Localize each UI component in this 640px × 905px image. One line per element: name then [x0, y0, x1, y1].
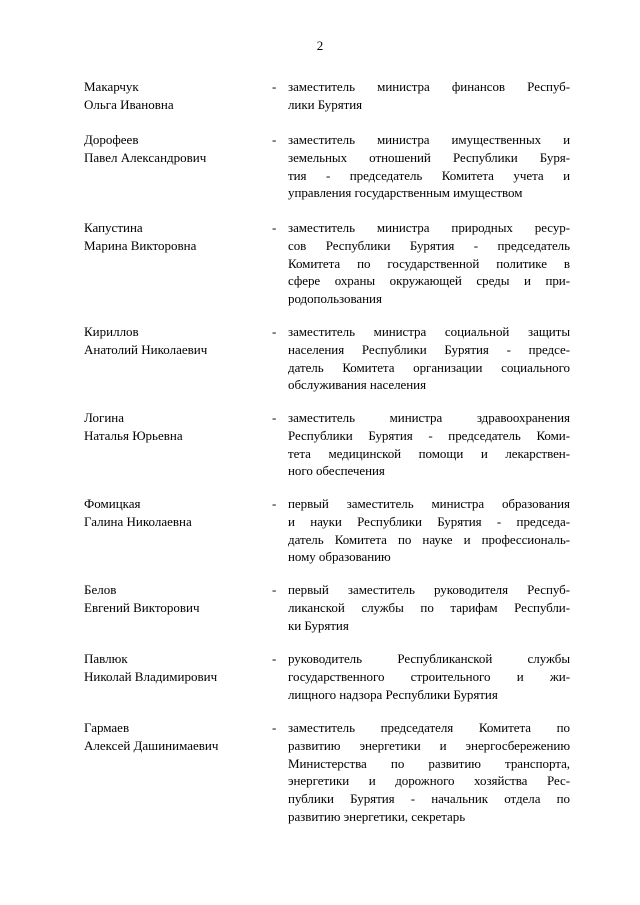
position-line: публики Бурятия - начальник отдела по: [288, 791, 570, 807]
member-position: [288, 78, 570, 114]
member-surname: Фомицкая: [84, 496, 141, 511]
member-given-names: Галина Николаевна: [84, 513, 192, 529]
member-position: [288, 719, 570, 826]
member-name: [84, 495, 264, 531]
entry-dash: -: [272, 132, 277, 147]
position-line: управления государственным имуществом: [288, 185, 523, 201]
position-line: заместитель министра социальной защиты: [288, 324, 570, 339]
member-given-names: Николай Владимирович: [84, 668, 218, 684]
entry-dash: -: [272, 496, 277, 511]
position-line: тия - председатель Комитета учета и: [288, 167, 570, 183]
position-line: населения Республики Бурятия - предсе-: [288, 341, 570, 357]
position-line: развитию энергетики, секретарь: [288, 808, 466, 824]
position-line: заместитель председателя Комитета по: [288, 720, 570, 735]
member-surname: Капустина: [84, 220, 143, 235]
position-line: первый заместитель руководителя Респуб-: [288, 582, 570, 597]
member-given-names: Павел Александрович: [84, 149, 207, 165]
position-line: заместитель министра финансов Респуб-: [288, 79, 570, 94]
position-line: Республики Бурятия - председатель Коми-: [288, 427, 570, 443]
member-name: [84, 219, 264, 255]
member-given-names: Марина Викторовна: [84, 237, 197, 253]
member-position: [288, 131, 570, 202]
position-line: заместитель министра здравоохранения: [288, 410, 570, 425]
member-surname: Макарчук: [84, 79, 139, 94]
position-line: родопользования: [288, 291, 382, 307]
position-line: государственного строительного и жи-: [288, 668, 570, 684]
position-line: ного обеспечения: [288, 463, 385, 479]
position-line: развитию энергетики и энергосбережению: [288, 737, 570, 753]
position-line: ки Бурятия: [288, 617, 349, 633]
member-name: [84, 650, 264, 686]
entry-dash: -: [272, 582, 277, 597]
position-line: сов Республики Бурятия - председатель: [288, 237, 570, 253]
member-position: [288, 323, 570, 394]
member-position: [288, 409, 570, 480]
position-line: обслуживания населения: [288, 377, 426, 393]
member-name: [84, 78, 264, 114]
member-position: [288, 495, 570, 566]
member-surname: Гармаев: [84, 720, 130, 735]
member-position: [288, 219, 570, 308]
member-surname: Павлюк: [84, 651, 128, 666]
member-surname: Логина: [84, 410, 125, 425]
member-name: [84, 323, 264, 359]
position-line: и науки Республики Бурятия - председа-: [288, 513, 570, 529]
entry-dash: -: [272, 79, 277, 94]
entry-dash: -: [272, 720, 277, 735]
member-surname: Кириллов: [84, 324, 139, 339]
position-line: руководитель Республиканской службы: [288, 651, 570, 666]
member-name: [84, 581, 264, 617]
position-line: Министерства по развитию транспорта,: [288, 755, 570, 771]
position-line: лищного надзора Республики Бурятия: [288, 686, 498, 702]
position-line: заместитель министра природных ресур-: [288, 220, 570, 235]
member-surname: Белов: [84, 582, 117, 597]
member-position: [288, 650, 570, 703]
position-line: датель Комитета по науке и профессиональ-: [288, 531, 570, 547]
member-given-names: Анатолий Николаевич: [84, 341, 208, 357]
position-line: лики Бурятия: [288, 96, 363, 112]
member-given-names: Ольга Ивановна: [84, 96, 174, 112]
member-given-names: Наталья Юрьевна: [84, 427, 183, 443]
position-line: тета медицинской помощи и лекарствен-: [288, 445, 570, 461]
position-line: сфере охраны окружающей среды и при-: [288, 273, 570, 289]
position-line: датель Комитета организации социального: [288, 359, 570, 375]
position-line: ликанской службы по тарифам Республи-: [288, 599, 570, 615]
position-line: ному образованию: [288, 549, 391, 565]
member-given-names: Евгений Викторович: [84, 599, 200, 615]
member-name: [84, 131, 264, 167]
page-number: 2: [316, 38, 324, 53]
position-line: энергетики и дорожного хозяйства Рес-: [288, 773, 570, 789]
entry-dash: -: [272, 220, 277, 235]
entry-dash: -: [272, 324, 277, 339]
member-given-names: Алексей Дашинимаевич: [84, 737, 219, 753]
member-name: [84, 719, 264, 755]
position-line: первый заместитель министра образования: [288, 496, 570, 511]
position-line: заместитель министра имущественных и: [288, 132, 570, 147]
member-position: [288, 581, 570, 634]
entry-dash: -: [272, 651, 277, 666]
entry-dash: -: [272, 410, 277, 425]
member-surname: Дорофеев: [84, 132, 139, 147]
position-line: Комитета по государственной политике в: [288, 255, 570, 271]
member-name: [84, 409, 264, 445]
position-line: земельных отношений Республики Буря-: [288, 149, 570, 165]
